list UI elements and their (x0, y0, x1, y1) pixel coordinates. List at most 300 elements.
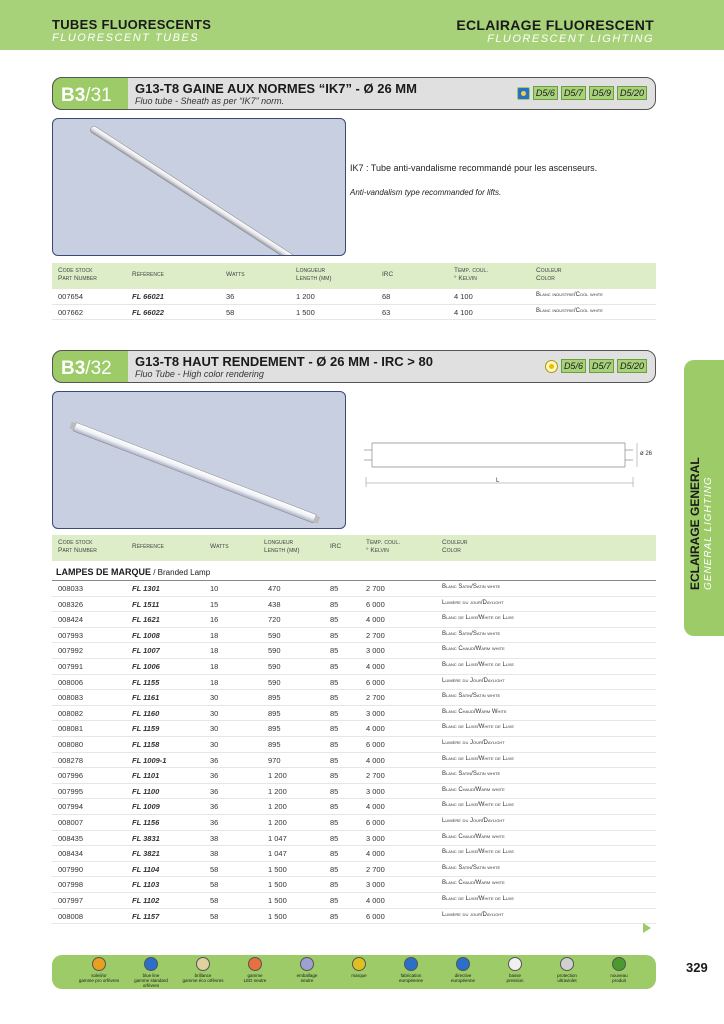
table-cell: Blanc Chaud/Warm white (442, 646, 505, 653)
header-text: Code stock (58, 267, 93, 274)
table-cell: 007993 (58, 630, 84, 640)
table-cell: FL 1104 (132, 864, 160, 874)
table-cell: 590 (268, 662, 281, 671)
table-cell: 008434 (58, 849, 84, 859)
table-cell: 30 (210, 740, 219, 749)
table-cell: 38 (210, 849, 219, 859)
table-row (52, 799, 656, 815)
badge: D5/20 (617, 359, 647, 373)
table-cell: FL 1157 (132, 911, 160, 921)
table-cell: 85 (330, 833, 339, 843)
table-cell: Blanc Satin/Satin white (442, 584, 501, 590)
section-code-prefix: B3 (61, 358, 86, 379)
table-cell: 85 (330, 786, 339, 796)
footer-legend-item (386, 957, 436, 983)
directive-icon (456, 957, 470, 971)
table-cell: 30 (210, 693, 219, 703)
header-right-subtitle: FLUORESCENT LIGHTING (487, 33, 654, 45)
header-text: Temp. coul. (454, 267, 489, 274)
table-cell: 008008 (58, 911, 84, 921)
section-b3-32-header (52, 350, 656, 383)
table-row (52, 659, 656, 675)
table-cell: 438 (268, 599, 281, 609)
brand-icon (352, 957, 366, 971)
table-cell: 85 (330, 708, 339, 718)
table-cell: 3 000 (366, 708, 385, 718)
header-text: Code stock (58, 539, 93, 546)
table-cell: 1 200 (268, 802, 287, 812)
pressure-icon (508, 957, 522, 971)
table-cell: Blanc de Luxe/White de Luxe (442, 896, 515, 902)
packaging-icon (300, 957, 314, 971)
badge: D5/7 (589, 359, 614, 373)
table-cell: 007991 (58, 662, 84, 671)
table-cell: Blanc Satin/Satin white (442, 864, 501, 871)
table-cell: 18 (210, 677, 219, 687)
header-text: Part Number (58, 275, 97, 282)
table-cell: FL 66021 (132, 292, 164, 301)
table-cell: FL 1156 (132, 818, 160, 827)
footer-legend-label: soleil/or gamme pro orfèvres (78, 973, 120, 983)
table-cell: 85 (330, 849, 339, 859)
table-cell: 1 500 (268, 880, 287, 890)
table-row (52, 675, 656, 691)
table-cell: 1 200 (268, 786, 287, 796)
table-cell: Blanc industrie/Cool white (536, 307, 603, 314)
table-row (52, 706, 656, 722)
header-text: Longueur (264, 539, 294, 546)
table-cell: FL 1006 (132, 662, 160, 671)
table-cell: 4 000 (366, 802, 385, 812)
table-header (52, 263, 656, 289)
table-cell: 85 (330, 615, 339, 625)
section-title: G13-T8 HAUT RENDEMENT - Ø 26 MM - IRC > 80 (135, 354, 433, 369)
badge: D5/20 (617, 86, 647, 100)
section-code (52, 350, 128, 383)
table-cell: 3 000 (366, 786, 385, 796)
table-cell: 3 000 (366, 833, 385, 843)
table-row (52, 289, 656, 305)
table-cell: 16 (210, 615, 219, 625)
badge: D5/7 (561, 86, 586, 100)
footer-legend-item (334, 957, 384, 978)
header-color (536, 267, 562, 283)
footer-legend-label: fabrication européenne (398, 973, 424, 983)
table-cell: 2 700 (366, 630, 385, 640)
table-cell: 85 (330, 864, 339, 874)
blue-line-icon (144, 957, 158, 971)
table-cell: 30 (210, 708, 219, 718)
footer-legend-label: blue line gamme standard orfèvres (134, 973, 168, 988)
table-cell: 590 (268, 677, 281, 687)
table-row (52, 909, 656, 925)
table-cell: 720 (268, 615, 281, 625)
product-image-high-rendering-tube (52, 391, 346, 529)
table-cell: 18 (210, 662, 219, 671)
header-text: ° Kelvin (366, 547, 389, 554)
table-cell: 008081 (58, 724, 84, 734)
table-cell: FL 1009 (132, 802, 160, 812)
table-cell: 85 (330, 911, 339, 921)
table-row (52, 737, 656, 753)
table-cell: 63 (382, 307, 391, 317)
table-cell: 6 000 (366, 818, 385, 827)
table-cell: 85 (330, 693, 339, 703)
footer-legend-item (126, 957, 176, 988)
side-tab-subtitle: GENERAL LIGHTING (703, 476, 714, 590)
table-row (52, 690, 656, 706)
header-left (52, 17, 211, 44)
table-cell: Blanc Satin/Satin white (442, 693, 501, 700)
table-cell: 590 (268, 646, 281, 656)
table-cell: 008424 (58, 615, 84, 625)
section-code (52, 77, 128, 110)
table-cell: 895 (268, 740, 281, 749)
table-cell: 4 000 (366, 755, 385, 765)
table-cell: Blanc Chaud/Warm white (442, 880, 505, 887)
table-cell: 4 000 (366, 849, 385, 859)
table-cell: 38 (210, 833, 219, 843)
table-cell: Blanc Satin/Satin white (442, 630, 501, 637)
footer-legend-item (230, 957, 280, 983)
tube-image (53, 119, 346, 256)
table-cell: 895 (268, 708, 281, 718)
table-cell: Blanc de Luxe/White de Luxe (442, 755, 515, 762)
diameter-label: ø 26 (640, 451, 653, 457)
table-cell: 970 (268, 755, 281, 765)
header-ref: Référence (132, 543, 164, 550)
table-cell: 008435 (58, 833, 84, 843)
table-cell: 1 200 (296, 292, 315, 301)
table-cell: 68 (382, 292, 391, 301)
table-cell: 6 000 (366, 677, 385, 687)
section-title: G13-T8 GAINE AUX NORMES “IK7” - Ø 26 MM (135, 81, 417, 96)
table-cell: 36 (210, 771, 219, 781)
header-temp (366, 539, 400, 555)
table-row (52, 877, 656, 893)
table-cell: 4 100 (454, 307, 473, 317)
section-code-number: /32 (85, 358, 112, 379)
table-cell: 85 (330, 771, 339, 781)
table-row (52, 862, 656, 878)
header-text: Color (536, 275, 555, 282)
sun-color-icon (92, 957, 106, 971)
table-cell: 008080 (58, 740, 84, 749)
table-cell: 3 000 (366, 880, 385, 890)
footer-legend-item (594, 957, 644, 983)
footer-legend-label: protection ultraviolet (557, 973, 577, 983)
table-cell: 6 000 (366, 740, 385, 749)
footer-legend-label: brillance gamme éco orfèvres (182, 973, 224, 983)
table-cell: 36 (226, 292, 235, 301)
table-cell: 2 700 (366, 771, 385, 781)
table-cell: 85 (330, 677, 339, 687)
header-text: Couleur (442, 539, 468, 546)
footer-legend-item (490, 957, 540, 983)
dimmable-icon (517, 87, 530, 100)
led-icon (248, 957, 262, 971)
table-cell: 15 (210, 599, 219, 609)
table-cell: FL 1101 (132, 771, 160, 781)
table-cell: FL 1161 (132, 693, 160, 703)
table-cell: 007990 (58, 864, 84, 874)
table-cell: Blanc Chaud/Warm White (442, 708, 507, 715)
table-cell: Blanc Chaud/Warm white (442, 833, 505, 840)
table-cell: 1 500 (296, 307, 315, 317)
table-cell: FL 1159 (132, 724, 160, 734)
table-cell: Blanc de Luxe/White de Luxe (442, 724, 515, 731)
footer-legend-label: nouveau produit (610, 973, 628, 983)
table-cell: 895 (268, 724, 281, 734)
table-row (52, 612, 656, 628)
header-text: ° Kelvin (454, 275, 477, 282)
badge: D5/9 (589, 86, 614, 100)
table-cell: 007662 (58, 307, 84, 317)
group-title (56, 567, 210, 577)
header-watts: Watts (226, 271, 245, 278)
table-cell: 007998 (58, 880, 84, 890)
table-row (52, 753, 656, 769)
table-cell: 58 (226, 307, 235, 317)
table-cell: 4 000 (366, 662, 385, 671)
table-cell: 2 700 (366, 584, 385, 593)
table-cell: 85 (330, 646, 339, 656)
header-color (442, 539, 468, 555)
section-code-number: /31 (85, 85, 112, 106)
table-cell: 58 (210, 864, 219, 874)
table-cell: FL 66022 (132, 307, 164, 317)
table-cell: 1 047 (268, 849, 287, 859)
factory-icon (404, 957, 418, 971)
footer-legend-label: marque (351, 973, 367, 978)
header-temp (454, 267, 488, 283)
table-cell: 008033 (58, 584, 84, 593)
badge: D5/6 (533, 86, 558, 100)
table-cell: 007995 (58, 786, 84, 796)
badge-group (545, 359, 647, 373)
section-subtitle: Fluo Tube - High color rendering (135, 369, 264, 379)
table-cell: 1 200 (268, 818, 287, 827)
table-cell: 008326 (58, 599, 84, 609)
table-cell: Lumière du Jour/Daylight (442, 677, 505, 684)
group-title-en: / Branded Lamp (151, 568, 211, 577)
table-cell: Blanc de Luxe/White de Luxe (442, 615, 515, 622)
table-cell: Blanc de Luxe/White de Luxe (442, 662, 515, 668)
footer-legend-item (542, 957, 592, 983)
table-cell: 85 (330, 599, 339, 609)
table-cell: FL 1007 (132, 646, 160, 656)
page-number: 329 (686, 960, 708, 975)
table-cell: 10 (210, 584, 219, 593)
uv-protection-icon (560, 957, 574, 971)
table-cell: 008007 (58, 818, 84, 827)
table-cell: 008006 (58, 677, 84, 687)
description-en: Anti-vandalism type recommanded for lifts. (350, 188, 502, 197)
table-cell: 4 000 (366, 724, 385, 734)
table-cell: 4 000 (366, 615, 385, 625)
footer-legend-label: gamme LED neutre (243, 973, 267, 983)
table-cell: 18 (210, 630, 219, 640)
table-cell: 85 (330, 880, 339, 890)
table-cell: 85 (330, 896, 339, 905)
table-row (52, 893, 656, 909)
table-cell: 3 000 (366, 646, 385, 656)
table-row (52, 305, 656, 321)
section-subtitle: Fluo tube - Sheath as per “IK7” norm. (135, 96, 285, 106)
table-cell: 85 (330, 818, 339, 827)
table-cell: 85 (330, 755, 339, 765)
side-tab-title: ECLAIRAGE GENERAL (688, 457, 702, 590)
table-row (52, 721, 656, 737)
table-cell: Blanc de Luxe/White de Luxe (442, 802, 515, 809)
header-left-title: TUBES FLUORESCENTS (52, 17, 212, 32)
table-cell: 1 500 (268, 896, 287, 905)
table-cell: 36 (210, 818, 219, 827)
table-row (52, 581, 656, 597)
table-cell: 007994 (58, 802, 84, 812)
table-cell: 470 (268, 584, 281, 593)
table-cell: Blanc Satin/Satin white (442, 771, 501, 778)
header-right (456, 17, 654, 45)
table-row (52, 815, 656, 831)
table-cell: 007997 (58, 896, 84, 905)
table-cell: 007992 (58, 646, 84, 656)
table-cell: Blanc Chaud/Warm white (442, 786, 505, 793)
table-cell: 58 (210, 896, 219, 905)
table-cell: 1 047 (268, 833, 287, 843)
table-cell: 30 (210, 724, 219, 734)
table-cell: 008278 (58, 755, 84, 765)
table-cell: 590 (268, 630, 281, 640)
footer-legend-item (438, 957, 488, 983)
table-cell: 1 200 (268, 771, 287, 781)
footer-legend-bar (52, 955, 656, 989)
header-text: Couleur (536, 267, 562, 274)
table-cell: 008083 (58, 693, 84, 703)
table-cell: 85 (330, 724, 339, 734)
header-text: Longueur (296, 267, 326, 274)
table-cell: Blanc industrie/Cool white (536, 292, 603, 298)
table-cell: 36 (210, 786, 219, 796)
new-product-icon (612, 957, 626, 971)
header-text: Part Number (58, 547, 97, 554)
table-cell: FL 1100 (132, 786, 160, 796)
table-cell: Lumière du Jour/Daylight (442, 818, 505, 824)
table-cell: 36 (210, 802, 219, 812)
footer-legend-label: basse pression (506, 973, 524, 983)
table-cell: 85 (330, 630, 339, 640)
badge: D5/6 (561, 359, 586, 373)
table-header (52, 535, 656, 561)
section-b3-31-header (52, 77, 656, 110)
header-length (264, 539, 300, 555)
table-cell: Lumière du Jour/Daylight (442, 740, 505, 746)
table-cell: 85 (330, 740, 339, 749)
table-cell: 36 (210, 755, 219, 765)
header-code (58, 267, 97, 283)
footer-legend-item (178, 957, 228, 983)
footer-legend-label: directive européenne (450, 973, 476, 983)
table-row (52, 784, 656, 800)
table-cell: 1 500 (268, 911, 287, 921)
table-cell: FL 3831 (132, 833, 160, 843)
description-fr: IK7 : Tube anti-vandalisme recommandé pour les ascenseurs. (350, 163, 598, 173)
table-cell: FL 1621 (132, 615, 160, 625)
header-length (296, 267, 332, 283)
header-text: Color (442, 547, 461, 554)
footer-legend-item (74, 957, 124, 983)
table-cell: 4 000 (366, 896, 385, 905)
table-row (52, 846, 656, 862)
energy-icon (545, 360, 558, 373)
table-row (52, 628, 656, 644)
table-cell: Lumière du jour/Daylight (442, 911, 504, 918)
table-cell: FL 1155 (132, 677, 160, 687)
table-cell: 008082 (58, 708, 84, 718)
table-cell: 007996 (58, 771, 84, 781)
group-title-fr: LAMPES DE MARQUE (56, 567, 152, 577)
header-ref: Référence (132, 271, 164, 278)
table-cell: 85 (330, 802, 339, 812)
table-cell: FL 1009-1 (132, 755, 167, 765)
table-cell: FL 1160 (132, 708, 160, 718)
brilliance-icon (196, 957, 210, 971)
table-cell: 58 (210, 880, 219, 890)
table-cell: FL 1103 (132, 880, 160, 890)
table-row (52, 768, 656, 784)
table-cell: FL 1102 (132, 896, 160, 905)
header-text: Length (mm) (264, 547, 300, 554)
table-cell: FL 1158 (132, 740, 160, 749)
table-cell: 58 (210, 911, 219, 921)
header-watts: Watts (210, 543, 229, 550)
table-cell: 6 000 (366, 911, 385, 921)
header-right-title: ECLAIRAGE FLUORESCENT (456, 17, 654, 33)
table-cell: 007654 (58, 292, 84, 301)
table-row (52, 643, 656, 659)
header-text: Temp. coul. (366, 539, 401, 546)
table-cell: 85 (330, 662, 339, 671)
page-header (0, 0, 724, 50)
next-arrow-icon (643, 923, 651, 933)
table-cell: 2 700 (366, 864, 385, 874)
header-irc: IRC (382, 271, 394, 278)
table-cell: 6 000 (366, 599, 385, 609)
header-text: Length (mm) (296, 275, 332, 282)
table-cell: 2 700 (366, 693, 385, 703)
table-cell: Blanc de Luxe/White de Luxe (442, 849, 515, 856)
table-cell: Lumière du jour/Daylight (442, 599, 504, 606)
table-row (52, 831, 656, 847)
header-code (58, 539, 97, 555)
table-cell: FL 1008 (132, 630, 160, 640)
table-cell: 85 (330, 584, 339, 593)
table-cell: FL 1511 (132, 599, 160, 609)
footer-legend-label: emballage neutre (296, 973, 318, 983)
table-cell: 4 100 (454, 292, 473, 301)
product-image-ik7-tube (52, 118, 346, 256)
table-cell: FL 1301 (132, 584, 160, 593)
length-label: L (496, 478, 500, 484)
table-row (52, 597, 656, 613)
table-cell: FL 3821 (132, 849, 160, 859)
header-irc: IRC (330, 543, 342, 550)
table-cell: 1 500 (268, 864, 287, 874)
table-cell: 18 (210, 646, 219, 656)
footer-legend-item (282, 957, 332, 983)
tube-dimension-diagram (360, 425, 660, 495)
header-left-subtitle: FLUORESCENT TUBES (52, 32, 200, 44)
